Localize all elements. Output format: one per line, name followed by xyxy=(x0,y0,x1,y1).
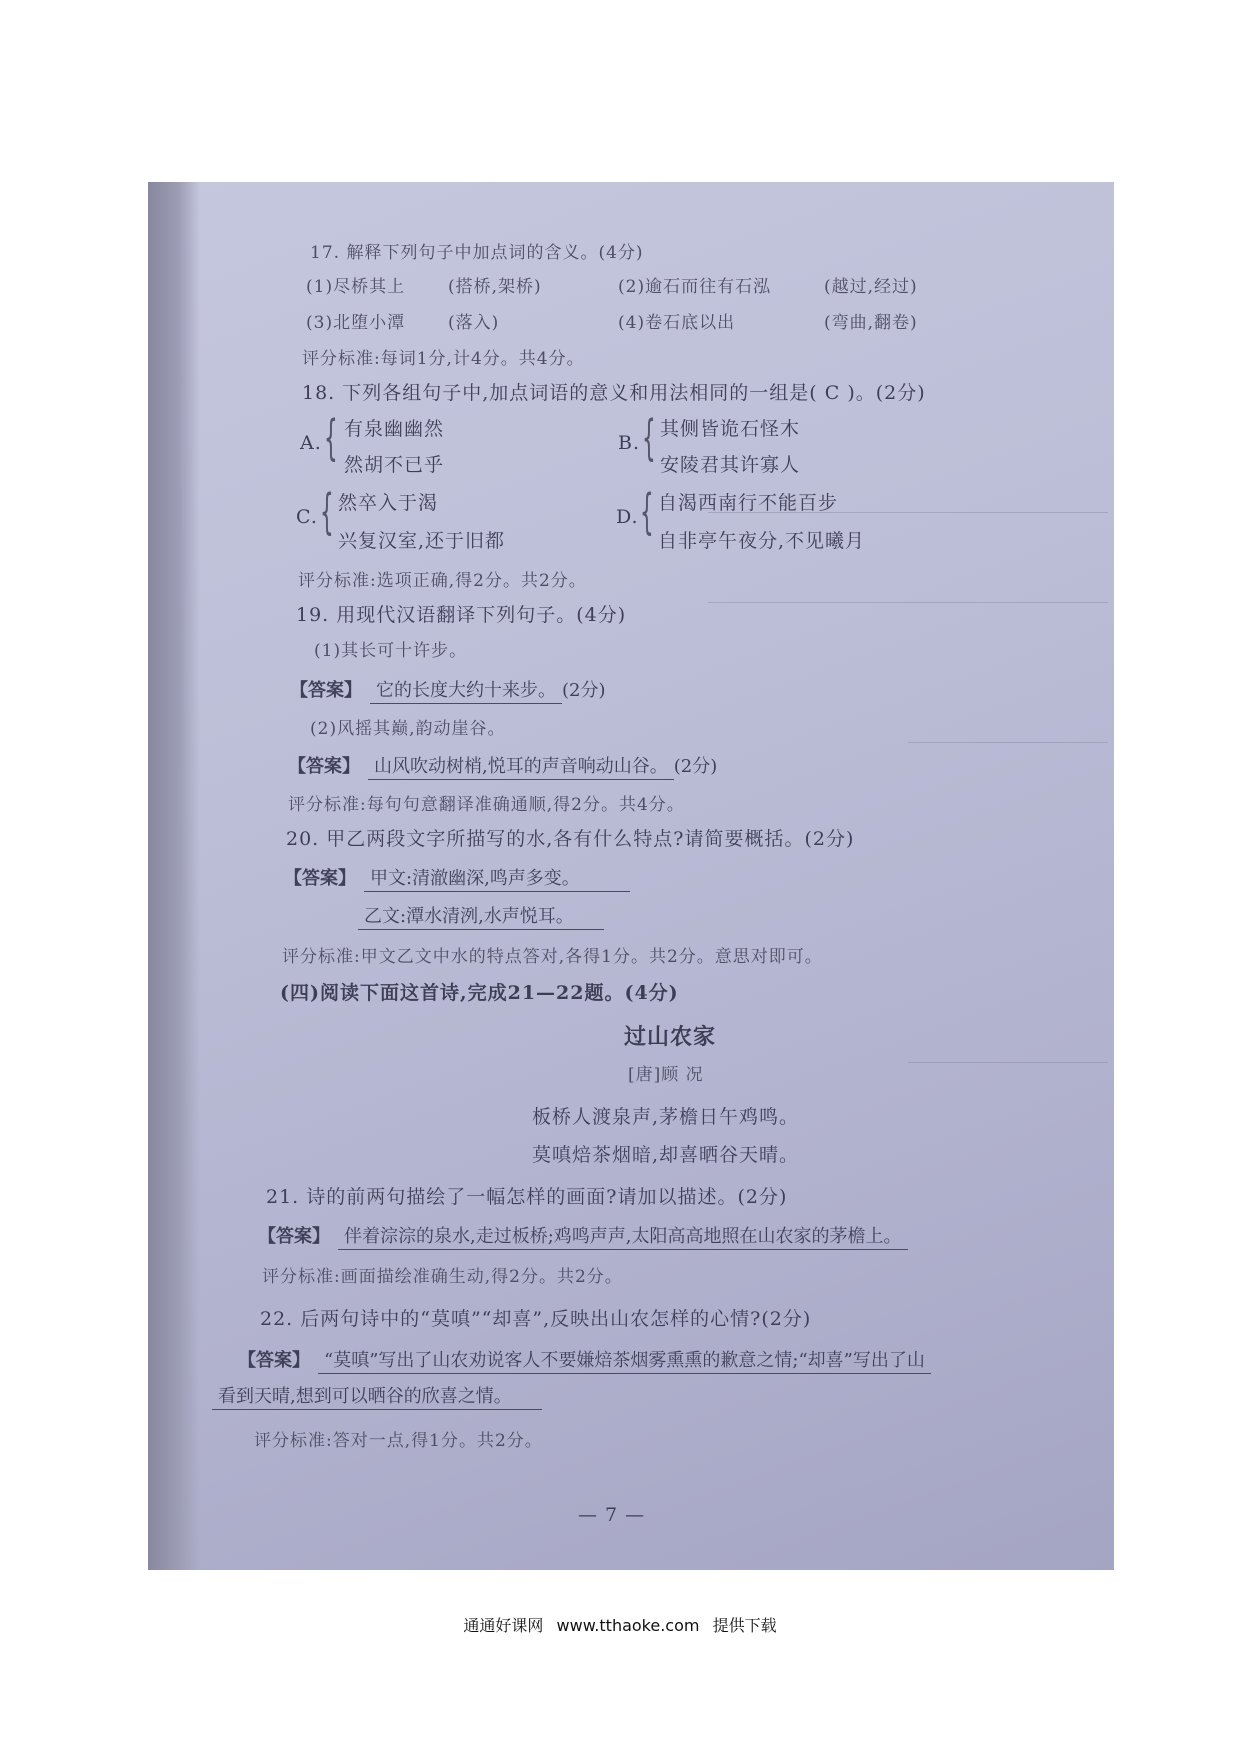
answer-tag: 【答案】 xyxy=(258,1226,330,1247)
poem-title: 过山农家 xyxy=(624,1025,717,1050)
q20-rubric: 评分标准:甲文乙文中水的特点答对,各得1分。共2分。意思对即可。 xyxy=(282,947,823,967)
q17-item-1: (1)尽桥其上 xyxy=(306,277,406,297)
q20-answer-1-text: 甲文:清澈幽深,鸣声多变。 xyxy=(364,868,630,892)
q21-answer-text: 伴着淙淙的泉水,走过板桥;鸡鸣声声,太阳高高地照在山农家的茅檐上。 xyxy=(338,1226,908,1250)
bleed-through-line xyxy=(708,602,1108,603)
q17-answer-2: (越过,经过) xyxy=(824,277,918,297)
q17-answer-3: (落入) xyxy=(448,313,500,333)
q19-answer-1-score: (2分) xyxy=(562,680,606,701)
q18-option-c-label: C. xyxy=(296,506,318,528)
page-edge-shadow xyxy=(148,182,200,1570)
q21-answer xyxy=(258,1222,908,1248)
q22-answer-2-text: 看到天晴,想到可以晒谷的欣喜之情。 xyxy=(212,1386,542,1410)
poem-line-2: 莫嗔焙茶烟暗,却喜晒谷天晴。 xyxy=(532,1144,800,1166)
q19-sentence-2: (2)风摇其巅,韵动崖谷。 xyxy=(310,719,506,739)
q17-item-4: (4)卷石底以出 xyxy=(618,313,736,333)
footer-url: www.tthaoke.com xyxy=(556,1616,700,1635)
q21-rubric: 评分标准:画面描绘准确生动,得2分。共2分。 xyxy=(262,1267,623,1287)
q18-option-a-label: A. xyxy=(300,432,322,454)
page-number: — 7 — xyxy=(578,1504,646,1526)
poem-line-1: 板桥人渡泉声,茅檐日午鸡鸣。 xyxy=(532,1106,800,1128)
footer-site-name: 通通好课网 xyxy=(463,1616,544,1635)
answer-tag: 【答案】 xyxy=(284,868,356,889)
bleed-through-line xyxy=(908,742,1108,743)
q20-answer-2 xyxy=(358,902,604,928)
section-4-heading: (四)阅读下面这首诗,完成21—22题。(4分) xyxy=(280,982,679,1004)
q22-answer-line-2 xyxy=(212,1382,542,1408)
q17-item-3: (3)北堕小潭 xyxy=(306,313,406,333)
q18-option-b-label: B. xyxy=(618,432,641,454)
q18-option-c-line-1: 然卒入于渴 xyxy=(338,492,439,514)
q18-stem: 18. 下列各组句子中,加点词语的意义和用法相同的一组是( C )。(2分) xyxy=(302,382,926,404)
brace-icon: { xyxy=(324,410,338,466)
q18-option-a-line-2: 然胡不已乎 xyxy=(344,454,445,476)
brace-icon: { xyxy=(642,410,656,466)
q20-answer-2-text: 乙文:潭水清洌,水声悦耳。 xyxy=(358,906,604,930)
q18-option-b-line-2: 安陵君其许寡人 xyxy=(660,454,801,476)
q20-stem: 20. 甲乙两段文字所描写的水,各有什么特点?请简要概括。(2分) xyxy=(286,828,855,850)
q17-stem: 17. 解释下列句子中加点词的含义。(4分) xyxy=(310,243,644,263)
q19-rubric: 评分标准:每句句意翻译准确通顺,得2分。共4分。 xyxy=(288,795,685,815)
q19-sentence-1: (1)其长可十许步。 xyxy=(314,641,468,661)
q17-answer-4: (弯曲,翻卷) xyxy=(824,313,918,333)
footer-suffix: 提供下载 xyxy=(712,1616,777,1635)
brace-icon: { xyxy=(320,484,334,540)
q19-answer-2-score: (2分) xyxy=(673,756,718,777)
q21-stem: 21. 诗的前两句描绘了一幅怎样的画面?请加以描述。(2分) xyxy=(266,1186,788,1208)
q18-option-d-line-1: 自渴西南行不能百步 xyxy=(658,492,839,514)
q22-rubric: 评分标准:答对一点,得1分。共2分。 xyxy=(254,1431,543,1451)
q18-option-a-line-1: 有泉幽幽然 xyxy=(344,418,445,440)
q22-answer-line-1 xyxy=(238,1346,931,1372)
q17-item-2: (2)逾石而往有石泓 xyxy=(618,277,772,297)
photo-of-answer-sheet xyxy=(148,182,1114,1570)
q18-option-d-line-2: 自非亭午夜分,不见曦月 xyxy=(658,530,866,552)
q17-answer-1: (搭桥,架桥) xyxy=(448,277,542,297)
bleed-through-line xyxy=(908,1062,1108,1063)
q18-option-d-label: D. xyxy=(616,506,639,528)
q19-stem: 19. 用现代汉语翻译下列句子。(4分) xyxy=(296,604,627,626)
footer xyxy=(0,1613,1240,1636)
answer-tag: 【答案】 xyxy=(290,680,362,701)
q18-rubric: 评分标准:选项正确,得2分。共2分。 xyxy=(298,571,587,591)
answer-tag: 【答案】 xyxy=(238,1350,310,1371)
q19-answer-1 xyxy=(290,676,606,702)
q22-stem: 22. 后两句诗中的“莫嗔”“却喜”,反映出山农怎样的心情?(2分) xyxy=(260,1308,812,1330)
answer-tag: 【答案】 xyxy=(288,756,360,777)
q18-option-c-line-2: 兴复汉室,还于旧都 xyxy=(338,530,506,552)
poem-author: [唐]顾 况 xyxy=(628,1065,704,1085)
q19-answer-1-text: 它的长度大约十来步。 xyxy=(370,680,562,704)
brace-icon: { xyxy=(640,484,654,540)
q19-answer-2 xyxy=(288,752,717,778)
q19-answer-2-text: 山风吹动树梢,悦耳的声音响动山谷。 xyxy=(368,756,674,780)
q20-answer-1 xyxy=(284,864,630,890)
q17-rubric: 评分标准:每词1分,计4分。共4分。 xyxy=(302,349,585,369)
q22-answer-1-text: “莫嗔”写出了山农劝说客人不要嫌焙茶烟雾熏熏的歉意之情;“却喜”写出了山 xyxy=(318,1350,931,1374)
q18-option-b-line-1: 其侧皆诡石怪木 xyxy=(660,418,801,440)
